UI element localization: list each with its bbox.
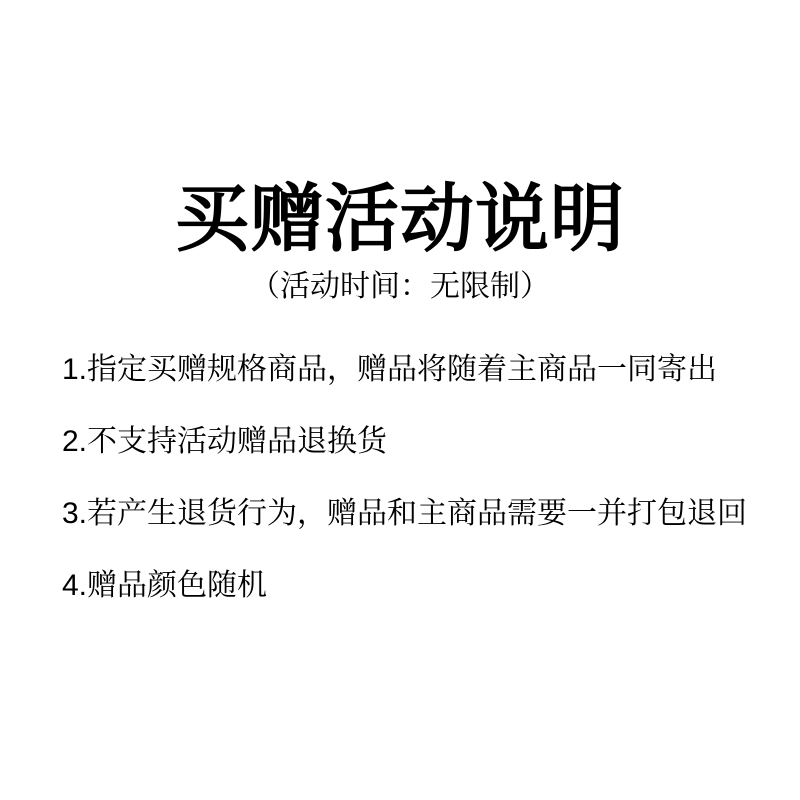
rule-item-4: 4.赠品颜色随机: [62, 568, 268, 602]
page-title: 买赠活动说明: [175, 177, 625, 260]
rule-item-3: 3.若产生退货行为，赠品和主商品需要一并打包退回: [62, 496, 748, 530]
rule-item-1: 1.指定买赠规格商品，赠品将随着主商品一同寄出: [62, 352, 718, 386]
rule-item-2: 2.不支持活动赠品退换货: [62, 424, 388, 458]
activity-time-subtitle: （活动时间：无限制）: [250, 269, 550, 303]
rules-list: [0, 352, 800, 602]
